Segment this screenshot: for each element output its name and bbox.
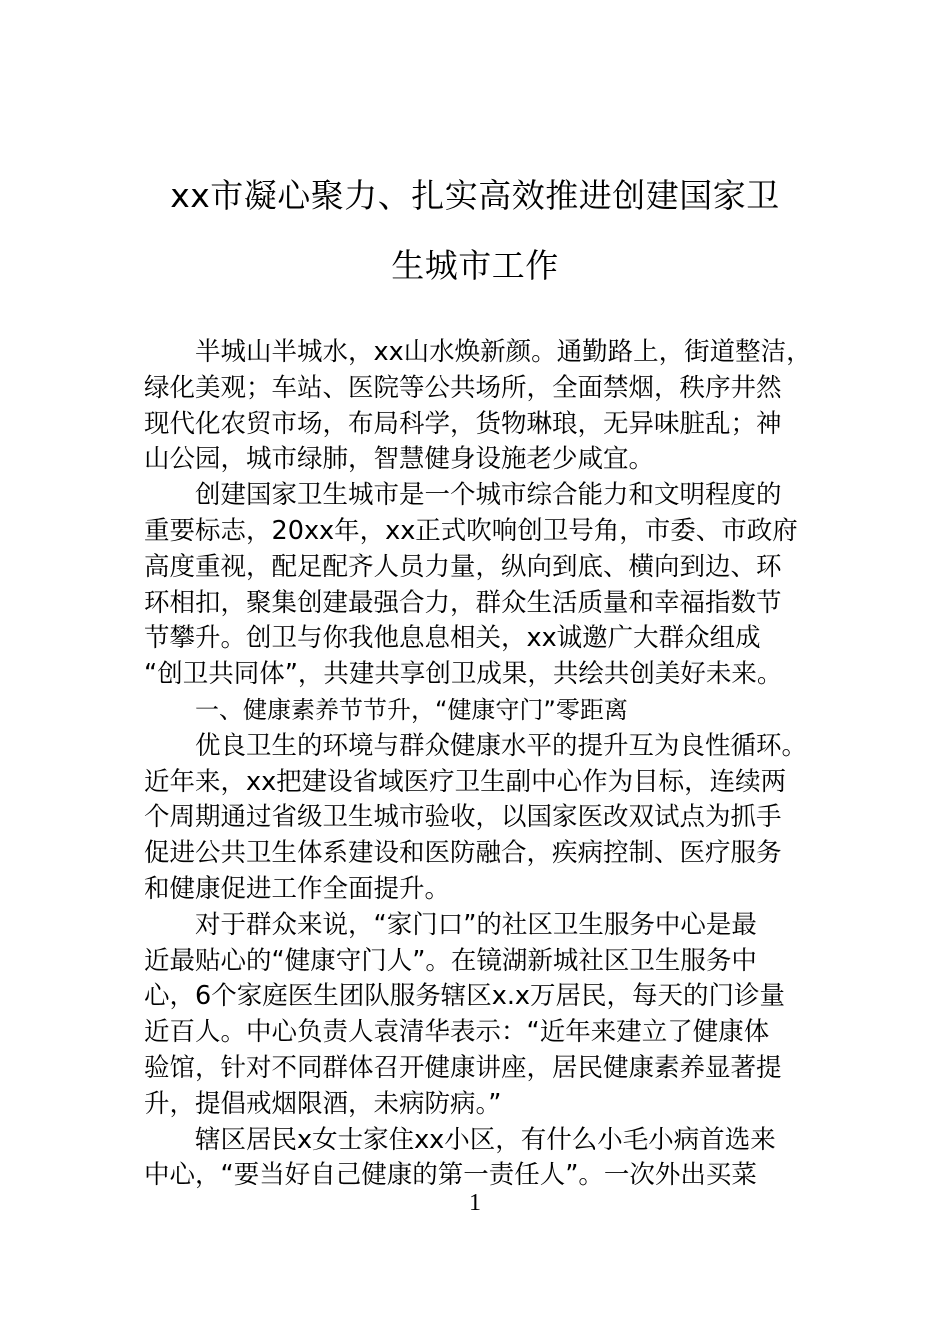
paragraph-line: 辖区居民x女士家住xx小区，有什么小毛小病首选来 [195, 1124, 776, 1155]
paragraph-line: 升，提倡戒烟限酒，未病防病。” [144, 1088, 502, 1119]
paragraph-line: 近最贴心的“健康守门人”。在镜湖新城社区卫生服务中 [144, 945, 757, 976]
paragraph-line: 心，6个家庭医生团队服务辖区x.x万居民，每天的门诊量 [144, 981, 786, 1012]
paragraph-line: 创建国家卫生城市是一个城市综合能力和文明程度的 [195, 480, 782, 511]
page-number: 1 [469, 1190, 481, 1216]
paragraph-line: 优良卫生的环境与群众健康水平的提升互为良性循环。 [195, 730, 808, 761]
paragraph-line: 节攀升。创卫与你我他息息相关，xx诚邀广大群众组成 [144, 623, 761, 654]
paragraph-line: 环相扣，聚集创建最强合力，群众生活质量和幸福指数节 [144, 587, 782, 618]
document-title-line-2: 生城市工作 [391, 246, 559, 285]
paragraph-line: 现代化农贸市场，布局科学，货物琳琅，无异味脏乱；神 [144, 408, 782, 439]
document-title-line-1: xx市凝心聚力、扎实高效推进创建国家卫 [170, 176, 780, 215]
paragraph-line: 个周期通过省级卫生城市验收，以国家医改双试点为抓手 [144, 802, 782, 833]
paragraph-line: 近百人。中心负责人袁清华表示：“近年来建立了健康体 [144, 1017, 770, 1048]
paragraph-line: 绿化美观；车站、医院等公共场所，全面禁烟，秩序井然 [144, 372, 782, 403]
paragraph-line: “创卫共同体”，共建共享创卫成果，共绘共创美好未来。 [144, 659, 783, 690]
paragraph-line: 促进公共卫生体系建设和医防融合，疾病控制、医疗服务 [144, 838, 782, 869]
paragraph-line: 中心，“要当好自己健康的第一责任人”。一次外出买菜 [144, 1160, 757, 1191]
document-body [144, 335, 834, 1194]
paragraph-line: 验馆，针对不同群体召开健康讲座，居民健康素养显著提 [144, 1052, 782, 1083]
section-heading: 一、健康素养节节升，“健康守门”零距离 [195, 695, 628, 724]
paragraph-line: 近年来，xx把建设省域医疗卫生副中心作为目标，连续两 [144, 766, 787, 797]
paragraph-line: 高度重视，配足配齐人员力量，纵向到底、横向到边、环 [144, 551, 782, 582]
paragraph-line: 和健康促进工作全面提升。 [144, 873, 451, 904]
paragraph-line: 重要标志，20xx年，xx正式吹响创卫号角，市委、市政府 [144, 515, 798, 546]
paragraph-line: 山公园，城市绿肺，智慧健身设施老少咸宜。 [144, 444, 655, 475]
paragraph-line: 对于群众来说，“家门口”的社区卫生服务中心是最 [195, 909, 757, 940]
paragraph-line: 半城山半城水，xx山水焕新颜。通勤路上，街道整洁， [195, 337, 812, 367]
